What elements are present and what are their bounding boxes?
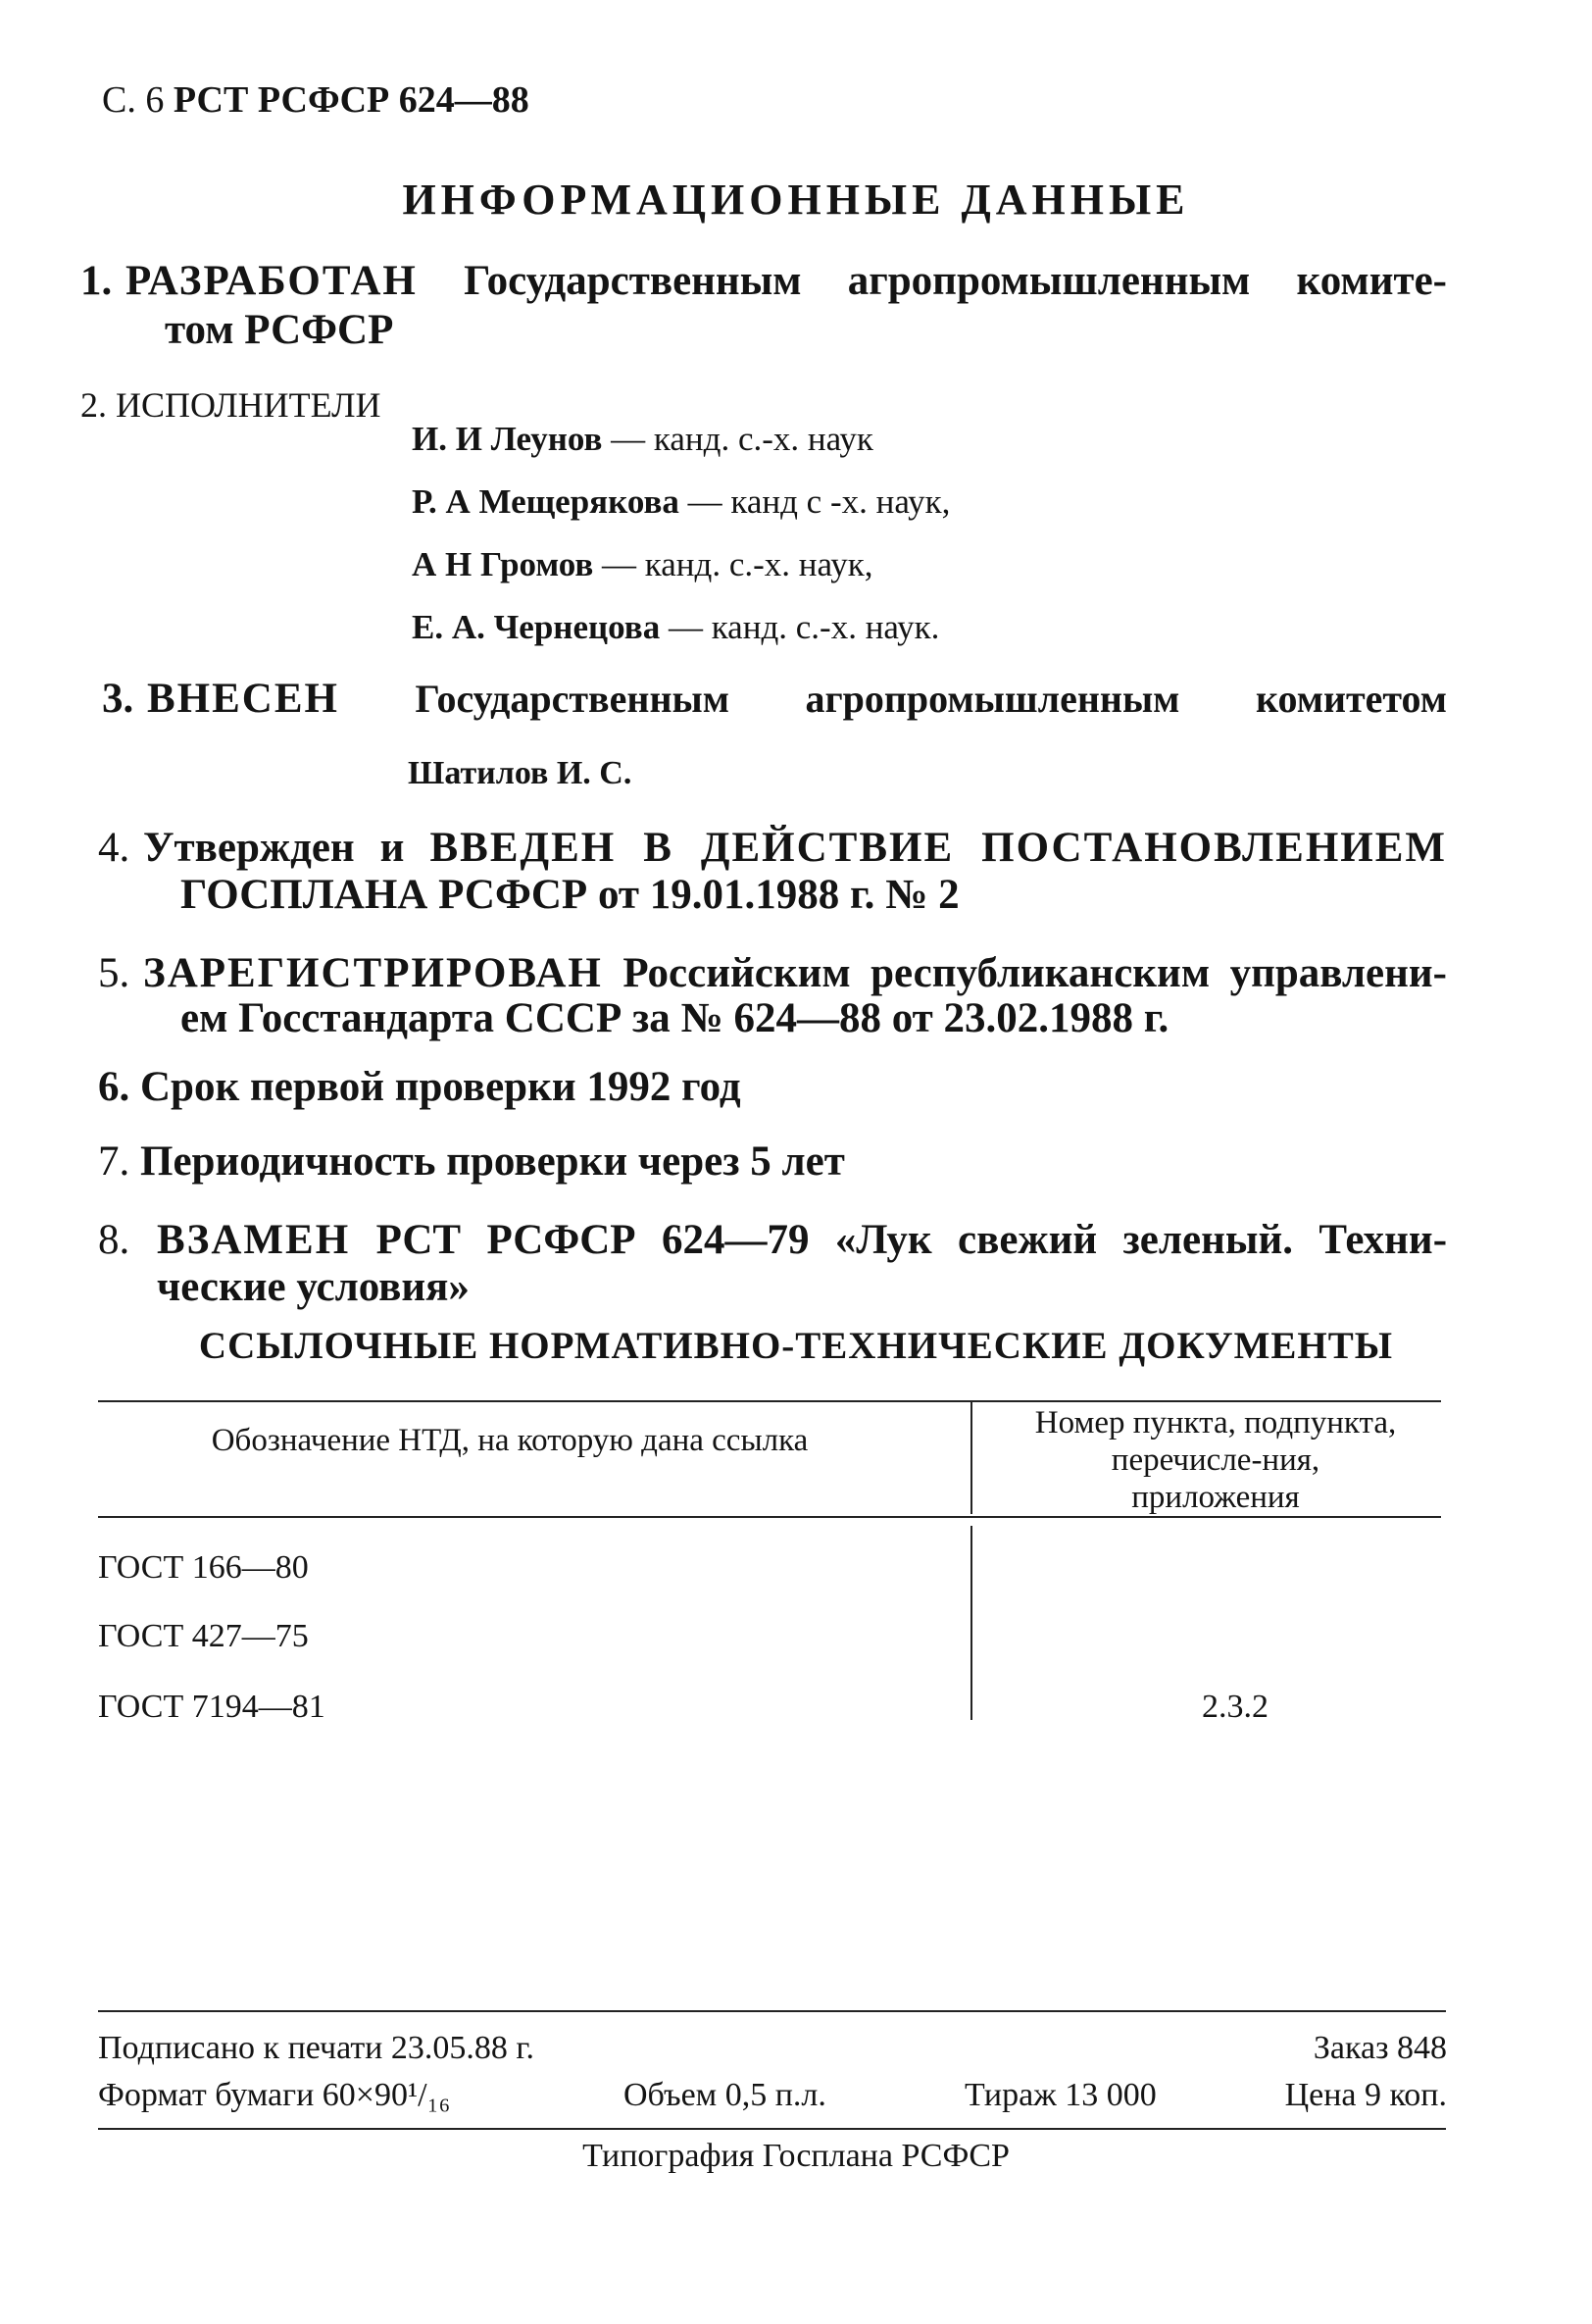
- performer-degree: — канд. с.-х. наук.: [660, 608, 940, 646]
- imprint-format: Формат бумаги 60×90¹/₁₆: [98, 2077, 451, 2113]
- table-header-divider: [970, 1402, 972, 1514]
- item-7-text: Периодичность проверки через 5 лет: [140, 1138, 845, 1185]
- column-header-designation: Обозначение НТД, на которую дана ссылка: [211, 1423, 809, 1458]
- item-6: [98, 1063, 741, 1111]
- item-5-line2: ем Госстандарта СССР за № 624—88 от 23.02.1988 г.: [180, 995, 1169, 1041]
- row-clause: 2.3.2: [1202, 1689, 1269, 1725]
- item-5-number: 5.: [98, 950, 130, 996]
- item-4-line2: ГОСПЛАНА РСФСР от 19.01.1988 г. № 2: [180, 872, 960, 918]
- performer-row: [412, 420, 873, 459]
- performer-name: А Н Громов: [412, 545, 594, 583]
- performer-row: [412, 482, 950, 522]
- table-row: [98, 1689, 325, 1726]
- references-title: ССЫЛОЧНЫЕ НОРМАТИВНО-ТЕХНИЧЕСКИЕ ДОКУМЕНТЫ: [198, 1325, 1394, 1367]
- page-title: ИНФОРМАЦИОННЫЕ ДАННЫЕ: [402, 176, 1190, 224]
- item-2-heading: [80, 384, 381, 426]
- item-2-number: 2.: [80, 385, 107, 425]
- item-8-keyword: ВЗАМЕН: [157, 1217, 351, 1263]
- performer-degree: — канд с -х. наук,: [678, 482, 951, 521]
- table-row: [98, 1618, 309, 1655]
- imprint-top-rule: [98, 2010, 1446, 2012]
- column-header-clause: Номер пункта, подпункта, перечисле-ния, приложения: [1034, 1405, 1397, 1515]
- performer-name: И. И Леунов: [412, 420, 603, 458]
- row-doc: ГОСТ 166—80: [98, 1549, 309, 1586]
- item-7: [98, 1137, 845, 1186]
- item-4-line1: [143, 824, 1447, 872]
- performer-row: [412, 545, 873, 584]
- item-3-line1: [147, 675, 1447, 723]
- item-3-number: 3.: [102, 676, 134, 722]
- imprint-order: Заказ 848: [1313, 2030, 1447, 2066]
- item-4-number: 4.: [98, 825, 130, 871]
- table-header-rule: [98, 1516, 1441, 1518]
- item-7-number: 7.: [98, 1138, 130, 1185]
- performer-name: Р. А Мещерякова: [412, 482, 679, 521]
- item-1-line2: том РСФСР: [165, 307, 394, 353]
- table-body-divider: [970, 1526, 972, 1720]
- performer-name: Е. А. Чернецова: [412, 608, 661, 646]
- item-8-line1: [157, 1216, 1447, 1264]
- item-6-text: Срок первой проверки 1992 год: [140, 1064, 741, 1110]
- item-1-line1: [125, 257, 1447, 305]
- item-4-pre: Утвержден и: [143, 825, 405, 871]
- item-5-text: Российским республиканским управлени-: [622, 950, 1447, 996]
- page-header: [102, 78, 529, 122]
- imprint-bottom-rule: [98, 2128, 1446, 2130]
- item-5-keyword: ЗАРЕГИСТРИРОВАН: [143, 950, 603, 996]
- item-8-number: 8.: [98, 1217, 130, 1263]
- standard-code: РСТ РСФСР 624—88: [173, 79, 529, 121]
- imprint-volume: Объем 0,5 п.л.: [623, 2077, 826, 2113]
- imprint-circulation: Тираж 13 000: [965, 2077, 1157, 2113]
- row-doc: ГОСТ 427—75: [98, 1618, 309, 1654]
- item-4-keyword: ВВЕДЕН В ДЕЙСТВИЕ ПОСТАНОВЛЕНИЕМ: [429, 825, 1448, 871]
- item-6-number: 6.: [98, 1064, 130, 1110]
- item-5-line1: [143, 949, 1447, 997]
- row-doc: ГОСТ 7194—81: [98, 1689, 325, 1725]
- table-top-rule: [98, 1400, 1441, 1402]
- imprint-printer: Типография Госплана РСФСР: [582, 2138, 1010, 2174]
- item-8-line2: ческие условия»: [157, 1264, 470, 1310]
- item-1-number: 1.: [80, 258, 113, 304]
- imprint-price: Цена 9 коп.: [1284, 2077, 1447, 2113]
- table-row: [98, 1549, 309, 1587]
- item-3-keyword: ВНЕСЕН: [147, 676, 339, 722]
- item-3-line2: Шатилов И. С.: [408, 755, 632, 791]
- item-1-text: Государственным агропромышленным комите-: [464, 258, 1447, 304]
- item-2-keyword: ИСПОЛНИТЕЛИ: [116, 385, 381, 425]
- page-number: С. 6: [102, 79, 165, 121]
- item-3-text: Государственным агропромышленным комитетом: [415, 677, 1447, 721]
- performer-row: [412, 608, 939, 647]
- imprint-signed: Подписано к печати 23.05.88 г.: [98, 2030, 534, 2066]
- performer-degree: — канд. с.-х. наук,: [593, 545, 873, 583]
- item-8-text: РСТ РСФСР 624—79 «Лук свежий зеленый. Техни-: [375, 1217, 1448, 1263]
- performer-degree: — канд. с.-х. наук: [602, 420, 873, 458]
- item-1-keyword: РАЗРАБОТАН: [125, 258, 418, 304]
